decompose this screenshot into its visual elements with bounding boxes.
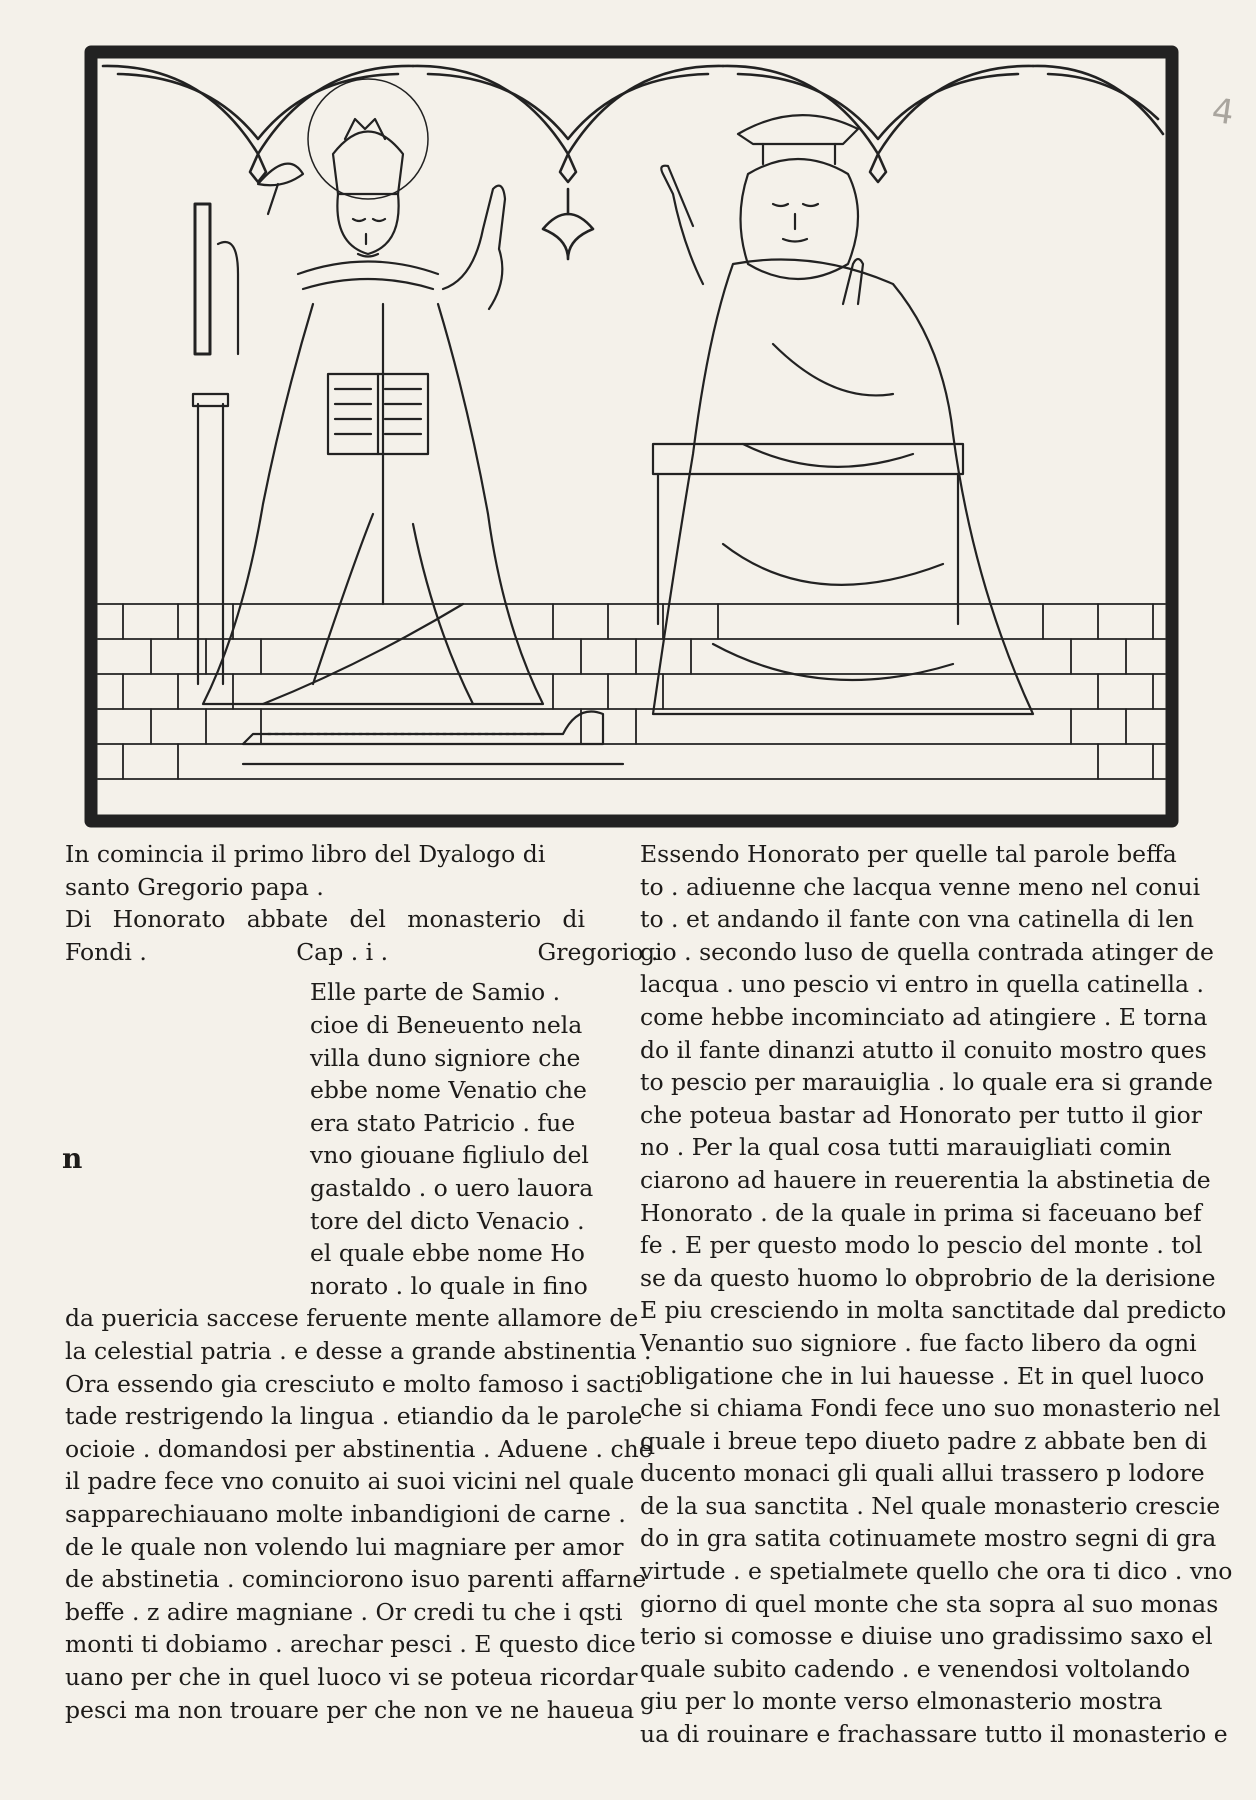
text-line: norato . lo quale in fino [310, 1271, 588, 1300]
text-line: de abstinetia . cominciorono isuo parenti affarne [65, 1565, 647, 1594]
page-number: 4 [1209, 90, 1237, 134]
text-line: villa duno signiore che [310, 1043, 581, 1072]
text-line: Elle parte de Samio . [310, 978, 561, 1007]
text-line: gio . secondo luso de quella contrada atinger de [640, 937, 1214, 966]
text-line: quale i breue tepo diueto padre z abbate ben di [640, 1426, 1208, 1455]
text-line: tore del dicto Venacio . [310, 1206, 585, 1235]
text-line: Essendo Honorato per quelle tal parole beffa [640, 840, 1177, 868]
text-line: vno giouane figliulo del [310, 1141, 589, 1170]
text-line: cioe di Beneuento nela [310, 1010, 583, 1039]
text-line: sapparechiauano molte inbandigioni de carne . [65, 1499, 626, 1528]
text-line: el quale ebbe nome Ho [310, 1239, 585, 1268]
text-line: la celestial patria . e desse a grande abstinentia . [65, 1336, 652, 1365]
text-line: giorno di quel monte che sta sopra al suo monas [640, 1589, 1219, 1618]
text-line: terio si comosse e diuise uno gradissimo saxo el [640, 1622, 1213, 1651]
text-line: ebbe nome Venatio che [310, 1076, 587, 1105]
text-line: E piu cresciendo in molta sanctitade dal predicto [640, 1296, 1227, 1325]
text-line: fe . E per questo modo lo pescio del monte . tol [640, 1231, 1203, 1260]
text-line: uano per che in quel luoco vi se poteua ricordar [65, 1662, 638, 1691]
text-line: ocioie . domandosi per abstinentia . Aduene . che [65, 1434, 653, 1463]
text-line: Venantio suo signiore . fue facto libero da ogni [640, 1328, 1197, 1357]
seated-figure [653, 115, 1033, 714]
text-line: era stato Patricio . fue [310, 1108, 576, 1137]
text-line: to . et andando il fante con vna catinella di len [640, 905, 1195, 934]
left-column [65, 838, 659, 1726]
text-line: se da questo huomo lo obprobrio de la derisione [640, 1263, 1216, 1292]
chapter-heading: Di Honorato abbate del monasterio di [65, 905, 585, 934]
text-line: gastaldo . o uero lauora [310, 1173, 594, 1202]
text-line: beffe . z adire magniane . Or credi tu che i qsti [65, 1597, 623, 1626]
brick-wall [98, 604, 1165, 779]
text-line: che poteua bastar ad Honorato per tutto il gior [640, 1100, 1203, 1129]
initial-guide-letter: n [62, 1142, 83, 1175]
text-line: no . Per la qual cosa tutti marauigliati comin [640, 1133, 1172, 1162]
bench [653, 444, 963, 624]
text-line: obligatione che in lui hauesse . Et in quel luoco [640, 1361, 1205, 1390]
text-line: monti ti dobiamo . arechar pesci . E questo dice [65, 1630, 636, 1659]
indented-paragraph [65, 976, 594, 1302]
text-line: lacqua . uno pescio vi entro in quella catinella . [640, 970, 1204, 999]
text-line: virtude . e spetialmete quello che ora ti dico . vno [640, 1557, 1233, 1586]
title-line: santo Gregorio papa . [65, 872, 324, 901]
text-line: do in gra satita cotinuamete mostro segni di gra [640, 1524, 1217, 1553]
text-line: to . adiuenne che lacqua venne meno nel conui [640, 872, 1201, 901]
text-line: de le quale non volendo lui magniare per amor [65, 1532, 624, 1561]
right-column [640, 838, 1233, 1751]
text-line: da puericia saccese feruente mente allamore de [65, 1304, 639, 1333]
gothic-arches [103, 66, 1163, 259]
chapter-heading: Fondi . Cap . i . Gregorio . [65, 937, 659, 966]
text-line: Honorato . de la quale in prima si faceuano bef [640, 1198, 1202, 1227]
woodcut-illustration [83, 44, 1180, 829]
throne [193, 204, 623, 764]
text-line: quale subito cadendo . e venendosi voltolando [640, 1654, 1191, 1683]
text-line: ducento monaci gli quali allui trassero p lodore [640, 1459, 1205, 1488]
text-line: giu per lo monte verso elmonasterio mostra [640, 1687, 1163, 1716]
text-line: to pescio per marauiglia . lo quale era si grande [640, 1068, 1213, 1097]
text-line: de la sua sanctita . Nel quale monasterio crescie [640, 1491, 1221, 1520]
text-line: il padre fece vno conuito ai suoi vicini nel quale [65, 1467, 635, 1496]
text-line: come hebbe incominciato ad atingiere . E torna [640, 1002, 1208, 1031]
title-line: In comincia il primo libro del Dyalogo di [65, 840, 546, 868]
text-line: che si chiama Fondi fece uno suo monasterio nel [640, 1394, 1221, 1423]
text-line: ciarono ad hauere in reuerentia la abstinetia de [640, 1165, 1211, 1194]
text-line: Ora essendo gia cresciuto e molto famoso i sacti [65, 1369, 643, 1398]
pope-figure [203, 79, 543, 704]
text-line: tade restrigendo la lingua . etiandio da le parole [65, 1402, 643, 1431]
text-line: do il fante dinanzi atutto il conuito mostro ques [640, 1035, 1207, 1064]
text-line: pesci ma non trouare per che non ve ne haueua [65, 1695, 635, 1724]
text-line: ua di rouinare e frachassare tutto il monasterio e [640, 1720, 1228, 1749]
